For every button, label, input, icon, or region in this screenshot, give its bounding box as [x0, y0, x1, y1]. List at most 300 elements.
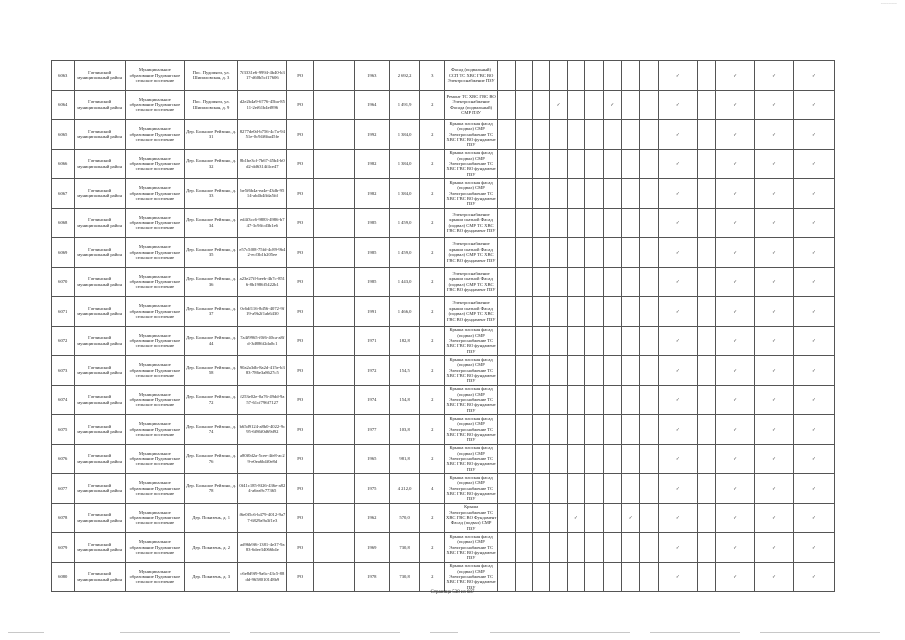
settlement-cell: Муниципальное образование Пудомягское сельское поселение: [125, 208, 184, 238]
empty-cell: [567, 208, 584, 238]
empty-cell: [603, 415, 621, 445]
empty-cell: [314, 179, 355, 209]
address-cell: Дер. Большое Рейзино, д. 31: [185, 120, 238, 150]
empty-cell: [515, 208, 532, 238]
cadastral-id-cell: 7f3331e6-9994-4b40-b317-d60b5cf17606: [238, 61, 287, 91]
area-cell: 1 459,0: [389, 238, 420, 268]
scan-edge-strip: [0, 632, 905, 633]
checkmark-icon: ✓: [716, 415, 755, 445]
empty-cell: [640, 149, 658, 179]
empty-cell: [622, 238, 640, 268]
empty-cell: [622, 385, 640, 415]
empty-cell: [498, 444, 515, 474]
row-number: 6063: [52, 61, 75, 91]
empty-cell: [567, 385, 584, 415]
row-number: 6077: [52, 474, 75, 504]
empty-cell: [515, 149, 532, 179]
district-cell: Гатчинский муниципальный район: [74, 267, 125, 297]
empty-cell: [640, 120, 658, 150]
empty-cell: [622, 415, 640, 445]
table-row: [52, 444, 835, 474]
tech-type-cell: РО: [287, 533, 314, 563]
floors-cell: 2: [420, 562, 445, 592]
empty-cell: [498, 120, 515, 150]
floors-cell: 4: [420, 474, 445, 504]
works-cell: Крыша плоская фасад (подвал) СМР Электроснабжение ТС ХВС ГВС ВО фундамент ПЗУ: [446, 533, 496, 561]
district-cell: Гатчинский муниципальный район: [74, 179, 125, 209]
empty-cell: [603, 120, 621, 150]
floors-cell: 2: [420, 326, 445, 356]
empty-cell: [498, 326, 515, 356]
address-cell: Дер. Покизень, д. 1: [185, 503, 238, 533]
checkmark-icon: ✓: [755, 533, 794, 563]
checkmark-icon: ✓: [793, 444, 834, 474]
cadastral-id-cell: 7a4f9965-f0f6-40ca-a8fd-3d886f2da0c1: [238, 326, 287, 356]
checkmark-icon: ✓: [793, 533, 834, 563]
empty-cell: [498, 149, 515, 179]
empty-cell: [622, 474, 640, 504]
checkmark-icon: ✓: [793, 385, 834, 415]
settlement-cell: Муниципальное образование Пудомягское сельское поселение: [125, 415, 184, 445]
empty-cell: [550, 238, 567, 268]
address-cell: Дер. Большое Рейзино, д. 76: [185, 444, 238, 474]
checkmark-icon: ✓: [793, 238, 834, 268]
empty-cell: [567, 120, 584, 150]
empty-cell: [314, 356, 355, 386]
empty-cell: [697, 90, 715, 120]
area-cell: 1 459,0: [389, 208, 420, 238]
empty-cell: [314, 415, 355, 445]
works-cell: Крыша плоская фасад (подвал) СМР Электроснабжение ТС ХВС ГВС ВО фундамент ПЗУ: [446, 474, 496, 502]
build-year-cell: 1964: [354, 90, 389, 120]
table-row: [52, 149, 835, 179]
empty-cell: [533, 149, 550, 179]
checkmark-icon: ✓: [755, 149, 794, 179]
address-cell: Дер. Большое Рейзино, д. 34: [185, 208, 238, 238]
cadastral-id-cell: f6e0f5c6-b479-4012-9a77-6829a9a3f1e3: [238, 503, 287, 533]
district-cell: Гатчинский муниципальный район: [74, 444, 125, 474]
cadastral-id-cell: c6e8d9f9-9a6c-43c5-88dd-9658010148b9: [238, 562, 287, 592]
empty-cell: [640, 444, 658, 474]
works-cell: Ремонт ТС ХВС ГВС ВО Электроснабжение Фасада (подвальный) СМР ПЗУ: [445, 90, 498, 120]
build-year-cell: 1982: [354, 179, 389, 209]
empty-cell: [585, 238, 603, 268]
empty-cell: [567, 61, 584, 91]
floors-cell: 2: [420, 356, 445, 386]
district-cell: Гатчинский муниципальный район: [74, 208, 125, 238]
address-cell: Дер. Большое Рейзино, д. 32: [185, 149, 238, 179]
address-cell: Дер. Большое Рейзино, д. 78: [185, 474, 238, 504]
checkmark-icon: ✓: [658, 503, 697, 533]
empty-cell: [550, 120, 567, 150]
cadastral-id-cell: 0c6df116-8d56-4072-9f19-a9b2f1ab6430: [238, 297, 287, 327]
table-row: [52, 356, 835, 386]
tech-type-cell: РО: [287, 415, 314, 445]
build-year-cell: 1985: [354, 238, 389, 268]
checkmark-icon: ✓: [716, 444, 755, 474]
floors-cell: 2: [420, 267, 445, 297]
row-number: 6073: [52, 356, 75, 386]
district-cell: Гатчинский муниципальный район: [74, 415, 125, 445]
area-cell: 2 692,2: [389, 61, 420, 91]
empty-cell: [533, 415, 550, 445]
area-cell: 182,8: [389, 326, 420, 356]
empty-cell: [622, 120, 640, 150]
checkmark-icon: ✓: [793, 208, 834, 238]
empty-cell: [533, 267, 550, 297]
checkmark-icon: ✓: [755, 208, 794, 238]
district-cell: Гатчинский муниципальный район: [74, 149, 125, 179]
cadastral-id-cell: 90a2a3db-8a2d-415e-b383-786e3a8627c5: [238, 356, 287, 386]
area-cell: 1 384,0: [389, 179, 420, 209]
row-number: 6076: [52, 444, 75, 474]
checkmark-icon: ✓: [755, 238, 794, 268]
empty-cell: [567, 415, 584, 445]
empty-cell: [640, 61, 658, 91]
tech-type-cell: РО: [287, 444, 314, 474]
checkmark-icon: ✓: [793, 474, 834, 504]
works-cell: Крыша плоская фасад (подвал) СМР Электроснабжение ТС ХВС ГВС ВО фундамент ПЗУ: [446, 445, 496, 472]
empty-cell: [498, 562, 515, 592]
checkmark-icon: ✓: [755, 90, 794, 120]
works-cell: Крыша Электроснабжение ТС ХВС ГВС ВО Фундамент Фасад (подвал) СМР ПЗУ: [446, 504, 497, 531]
empty-cell: [515, 415, 532, 445]
empty-cell: [603, 533, 621, 563]
settlement-cell: Муниципальное образование Пудомягское сельское поселение: [125, 474, 184, 504]
floors-cell: 2: [420, 385, 445, 415]
empty-cell: [697, 533, 715, 563]
area-cell: 4 212,0: [389, 474, 420, 504]
empty-cell: [697, 120, 715, 150]
table-row: [52, 533, 835, 563]
checkmark-icon: ✓: [793, 90, 834, 120]
empty-cell: [314, 61, 355, 91]
floors-cell: 2: [420, 149, 445, 179]
empty-cell: [640, 208, 658, 238]
checkmark-icon: ✓: [658, 61, 697, 91]
settlement-cell: Муниципальное образование Пудомягское сельское поселение: [125, 326, 184, 356]
build-year-cell: 1975: [354, 474, 389, 504]
area-cell: 1 443,0: [389, 267, 420, 297]
empty-cell: [697, 474, 715, 504]
empty-cell: [622, 533, 640, 563]
checkmark-icon: ✓: [658, 238, 697, 268]
works-cell: Крыша плоская фасад (подвал) СМР Электроснабжение ТС ХВС ГВС ВО фундамент ПЗУ: [446, 415, 496, 443]
floors-cell: 2: [420, 120, 445, 150]
checkmark-icon: ✓: [716, 61, 755, 91]
row-number: 6079: [52, 533, 75, 563]
district-cell: Гатчинский муниципальный район: [74, 533, 125, 563]
row-number: 6064: [52, 90, 75, 120]
empty-cell: [697, 356, 715, 386]
empty-cell: [585, 503, 603, 533]
address-cell: Дер. Большое Рейзино, д. 74: [185, 415, 238, 445]
cadastral-id-cell: 8b1be3cf-7b67-45b4-b0d2-dd6314f4ce47: [238, 149, 287, 179]
empty-cell: [697, 61, 715, 91]
empty-cell: [622, 61, 640, 91]
empty-cell: [640, 267, 658, 297]
area-cell: 154,8: [389, 385, 420, 415]
floors-cell: 3: [420, 61, 445, 91]
district-cell: Гатчинский муниципальный район: [74, 120, 125, 150]
empty-cell: [603, 297, 621, 327]
area-cell: 570,0: [389, 503, 420, 533]
empty-cell: [697, 179, 715, 209]
checkmark-icon: ✓: [716, 267, 755, 297]
empty-cell: [640, 326, 658, 356]
row-number: 6078: [52, 503, 75, 533]
checkmark-icon: ✓: [793, 356, 834, 386]
tech-type-cell: РО: [287, 208, 314, 238]
cadastral-id-cell: f253e02e-0a76-49dd-9a57-61cf796f7127: [238, 385, 287, 415]
empty-cell: [533, 297, 550, 327]
tech-type-cell: РО: [287, 120, 314, 150]
empty-cell: [585, 149, 603, 179]
build-year-cell: 1963: [354, 61, 389, 91]
checkmark-icon: ✓: [716, 503, 755, 533]
row-number: 6070: [52, 267, 75, 297]
empty-cell: [550, 267, 567, 297]
checkmark-icon: ✓: [755, 562, 794, 592]
address-cell: Дер. Большое Рейзино, д. 33: [185, 179, 238, 209]
checkmark-icon: ✓: [658, 179, 697, 209]
empty-cell: [697, 149, 715, 179]
empty-cell: [567, 267, 584, 297]
empty-cell: [585, 444, 603, 474]
build-year-cell: 1985: [354, 267, 389, 297]
row-number: 6065: [52, 120, 75, 150]
address-cell: Дер. Большое Рейзино, д. 58: [185, 356, 238, 386]
table-row: [52, 90, 835, 120]
empty-cell: [585, 415, 603, 445]
tech-type-cell: РО: [287, 326, 314, 356]
empty-cell: [585, 533, 603, 563]
empty-cell: [622, 356, 640, 386]
empty-cell: [550, 326, 567, 356]
build-year-cell: 1974: [354, 385, 389, 415]
empty-cell: [550, 149, 567, 179]
row-number: 6067: [52, 179, 75, 209]
empty-cell: [533, 356, 550, 386]
table-row: [52, 385, 835, 415]
area-cell: 1 491,9: [389, 90, 420, 120]
empty-cell: [567, 533, 584, 563]
row-number: 6068: [52, 208, 75, 238]
checkmark-icon: ✓: [755, 356, 794, 386]
empty-cell: [603, 208, 621, 238]
address-cell: Дер. Большое Рейзино, д. 37: [185, 297, 238, 327]
settlement-cell: Муниципальное образование Пудомягское сельское поселение: [125, 61, 184, 91]
settlement-cell: Муниципальное образование Пудомягское сельское поселение: [125, 385, 184, 415]
checkmark-icon: ✓: [658, 444, 697, 474]
empty-cell: [603, 149, 621, 179]
district-cell: Гатчинский муниципальный район: [74, 562, 125, 592]
checkmark-icon: ✓: [716, 326, 755, 356]
cadastral-id-cell: be5f6b4a-ea4e-43db-9514-ab4b4ffda5fd: [238, 179, 287, 209]
checkmark-icon: ✓: [716, 179, 755, 209]
table-row: [52, 208, 835, 238]
tech-type-cell: РО: [287, 474, 314, 504]
empty-cell: [603, 444, 621, 474]
settlement-cell: Муниципальное образование Пудомягское сельское поселение: [125, 267, 184, 297]
register-table: [51, 60, 835, 592]
empty-cell: [585, 61, 603, 91]
empty-cell: [550, 444, 567, 474]
empty-cell: [585, 120, 603, 150]
empty-cell: [533, 562, 550, 592]
empty-cell: [640, 297, 658, 327]
empty-cell: [498, 61, 515, 91]
empty-cell: [603, 326, 621, 356]
empty-cell: [640, 179, 658, 209]
empty-cell: [314, 385, 355, 415]
works-cell: Крыша плоская фасад (подвал) СМР Электроснабжение ТС ХВС ГВС ВО фундамент ПЗУ: [446, 120, 496, 148]
empty-cell: [550, 61, 567, 91]
checkmark-icon: ✓: [793, 61, 834, 91]
empty-cell: [585, 474, 603, 504]
checkmark-icon: ✓: [755, 444, 794, 474]
area-cell: 154,5: [389, 356, 420, 386]
checkmark-icon: ✓: [793, 562, 834, 592]
settlement-cell: Муниципальное образование Пудомягское сельское поселение: [125, 356, 184, 386]
checkmark-icon: ✓: [755, 61, 794, 91]
checkmark-icon: ✓: [755, 179, 794, 209]
area-cell: 730,8: [389, 562, 420, 592]
floors-cell: 2: [420, 297, 445, 327]
address-cell: Дер. Покизень, д. 3: [185, 562, 238, 592]
empty-cell: [550, 562, 567, 592]
empty-cell: [498, 533, 515, 563]
empty-cell: [550, 208, 567, 238]
empty-cell: [314, 326, 355, 356]
checkmark-icon: ✓: [755, 120, 794, 150]
checkmark-icon: ✓: [658, 267, 697, 297]
settlement-cell: Муниципальное образование Пудомягское сельское поселение: [125, 179, 184, 209]
district-cell: Гатчинский муниципальный район: [74, 90, 125, 120]
checkmark-icon: ✓: [716, 356, 755, 386]
empty-cell: [640, 385, 658, 415]
checkmark-icon: ✓: [793, 179, 834, 209]
settlement-cell: Муниципальное образование Пудомягское сельское поселение: [125, 149, 184, 179]
cadastral-id-cell: 0f41c185-8f26-436e-a824-a6ea9c77365: [238, 474, 287, 504]
empty-cell: [550, 356, 567, 386]
tech-type-cell: РО: [287, 503, 314, 533]
empty-cell: [314, 267, 355, 297]
works-cell: Крыша плоская фасад (подвал) СМР Электроснабжение ТС ХВС ГВС ВО фундамент ПЗУ: [446, 356, 496, 384]
table-row: [52, 503, 835, 533]
build-year-cell: 1971: [354, 326, 389, 356]
empty-cell: [498, 267, 515, 297]
empty-cell: [515, 61, 532, 91]
empty-cell: [533, 179, 550, 209]
empty-cell: [550, 179, 567, 209]
empty-cell: [622, 562, 640, 592]
empty-cell: [640, 533, 658, 563]
settlement-cell: Муниципальное образование Пудомягское сельское поселение: [125, 444, 184, 474]
empty-cell: [533, 61, 550, 91]
empty-cell: [585, 179, 603, 209]
empty-cell: [515, 356, 532, 386]
cadastral-id-cell: 8277de0d-b756-4c7a-9451e-0c94f6ba45fe: [238, 120, 287, 150]
empty-cell: [567, 297, 584, 327]
checkmark-icon: ✓: [716, 562, 755, 592]
checkmark-icon: ✓: [793, 503, 834, 533]
empty-cell: [498, 415, 515, 445]
table-row: [52, 179, 835, 209]
empty-cell: [533, 208, 550, 238]
table-row: [52, 297, 835, 327]
checkmark-icon: ✓: [716, 120, 755, 150]
empty-cell: [515, 503, 532, 533]
empty-cell: [622, 90, 640, 120]
works-cell: Крыша плоская фасад (подвал) СМР Электроснабжение ТС ХВС ГВС ВО фундамент ПЗУ: [446, 179, 496, 207]
district-cell: Гатчинский муниципальный район: [74, 297, 125, 327]
empty-cell: [567, 356, 584, 386]
tech-type-cell: РО: [287, 297, 314, 327]
settlement-cell: Муниципальное образование Пудомягское сельское поселение: [125, 238, 184, 268]
checkmark-icon: ✓: [716, 297, 755, 327]
settlement-cell: Муниципальное образование Пудомягское сельское поселение: [125, 120, 184, 150]
address-cell: Дер. Большое Рейзино, д. 35: [185, 238, 238, 268]
settlement-cell: Муниципальное образование Пудомягское сельское поселение: [125, 297, 184, 327]
works-cell: Электроснабжение крыши скатной Фасад (подвал) СМР ТС ХВС ГВС ВО фундамент ПЗУ: [445, 267, 498, 297]
floors-cell: 2: [420, 238, 445, 268]
settlement-cell: Муниципальное образование Пудомягское сельское поселение: [125, 90, 184, 120]
checkmark-icon: ✓: [716, 474, 755, 504]
empty-cell: [533, 474, 550, 504]
empty-cell: [515, 179, 532, 209]
cadastral-id-cell: b65d9124-a8b0-4022-9c95-6f86f0d69d92: [238, 415, 287, 445]
empty-cell: [603, 503, 621, 533]
area-cell: 103,8: [389, 415, 420, 445]
empty-cell: [533, 444, 550, 474]
settlement-cell: Муниципальное образование Пудомягское сельское поселение: [125, 533, 184, 563]
tech-type-cell: РО: [287, 149, 314, 179]
checkmark-icon: ✓: [793, 297, 834, 327]
corner-mark: ~~~~~~: [880, 2, 897, 7]
row-number: 6072: [52, 326, 75, 356]
empty-cell: [585, 385, 603, 415]
tech-type-cell: РО: [287, 356, 314, 386]
empty-cell: [622, 208, 640, 238]
empty-cell: [533, 385, 550, 415]
address-cell: Пос. Пудомяги, ул. Шипиловская, д. 9: [185, 90, 238, 120]
empty-cell: [515, 444, 532, 474]
empty-cell: [515, 90, 532, 120]
checkmark-icon: ✓: [658, 474, 697, 504]
empty-cell: [550, 297, 567, 327]
empty-cell: [550, 385, 567, 415]
empty-cell: [640, 415, 658, 445]
checkmark-icon: ✓: [716, 238, 755, 268]
empty-cell: [515, 238, 532, 268]
row-number: 6071: [52, 297, 75, 327]
checkmark-icon: ✓: [793, 415, 834, 445]
empty-cell: [533, 503, 550, 533]
build-year-cell: 1985: [354, 208, 389, 238]
empty-cell: [515, 385, 532, 415]
empty-cell: [697, 444, 715, 474]
address-cell: Дер. Покизень, д. 2: [185, 533, 238, 563]
empty-cell: [622, 326, 640, 356]
empty-cell: [585, 208, 603, 238]
build-year-cell: 1978: [354, 562, 389, 592]
district-cell: Гатчинский муниципальный район: [74, 474, 125, 504]
table-row: [52, 562, 835, 592]
cadastral-id-cell: e57c5f08-75fd-4c89-9b42-ecf3b1b205ee: [238, 238, 287, 268]
table-row: [52, 61, 835, 91]
floors-cell: 2: [420, 179, 445, 209]
